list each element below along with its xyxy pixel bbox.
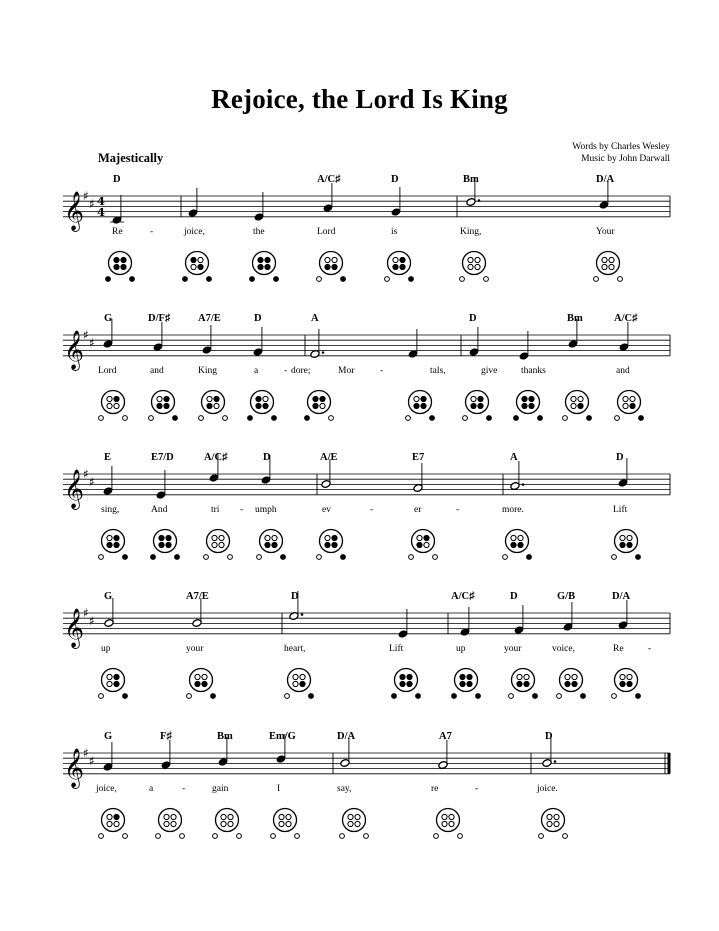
- chord-symbol: G: [104, 313, 113, 324]
- ocarina-fingering-diagram: [382, 248, 416, 284]
- chord-symbol: A7: [439, 731, 452, 742]
- ocarina-fingering-diagram: [96, 526, 130, 562]
- lyric-syllable: Lord: [98, 366, 117, 376]
- lyric-syllable: ev: [322, 505, 331, 515]
- note: [310, 329, 324, 358]
- lyric-syllable: -: [182, 784, 186, 794]
- note: [202, 325, 212, 354]
- system-5: [0, 731, 719, 877]
- chord-symbol: A: [510, 452, 518, 463]
- ocarina-fingering-diagram: [431, 805, 465, 841]
- lyric-syllable: heart,: [284, 644, 306, 654]
- lyric-syllable: up: [101, 644, 111, 654]
- note: [469, 327, 479, 356]
- key-signature-sharp: ♯: [89, 754, 95, 768]
- ocarina-fingering-diagram: [96, 665, 130, 701]
- key-signature-sharp: ♯: [89, 197, 95, 211]
- note: [276, 734, 286, 763]
- lyric-syllable: -: [240, 505, 244, 515]
- note: [261, 455, 271, 484]
- chord-symbol: D: [113, 174, 121, 185]
- time-signature-bottom: 4: [97, 205, 106, 219]
- note: [391, 187, 401, 216]
- ocarina-fingering-diagram: [96, 387, 130, 423]
- lyric-syllable: a: [254, 366, 259, 376]
- chord-symbol: A: [311, 313, 319, 324]
- credits: [572, 141, 670, 165]
- ocarina-fingering-diagram: [268, 805, 302, 841]
- ocarina-fingering-diagram: [457, 248, 491, 284]
- chord-symbol: D: [510, 591, 518, 602]
- final-bar-thick: [668, 753, 671, 774]
- ocarina-fingering-diagram: [282, 665, 316, 701]
- lyric-syllable: give: [481, 366, 498, 376]
- ocarina-fingering-diagram: [314, 526, 348, 562]
- ocarina-fingering-diagram: [591, 248, 625, 284]
- note: [153, 322, 163, 351]
- lyric-syllable: And: [151, 505, 168, 515]
- note: [161, 740, 171, 769]
- note: [568, 319, 578, 348]
- system-3: [0, 452, 719, 598]
- note: [103, 319, 113, 348]
- lyric-syllable: Your: [596, 227, 615, 237]
- ocarina-fingering-diagram: [254, 526, 288, 562]
- lyric-syllable: a: [149, 784, 154, 794]
- lyric-syllable: King,: [460, 227, 482, 237]
- time-signature-top: 4: [97, 194, 106, 208]
- lyric-syllable: Mor: [338, 366, 355, 376]
- chord-symbol: A/C♯: [317, 174, 341, 185]
- lyric-syllable: -: [475, 784, 479, 794]
- lyric-syllable: more.: [502, 505, 524, 515]
- lyric-syllable: -: [150, 227, 154, 237]
- key-signature-sharp: ♯: [83, 606, 89, 621]
- chord-symbol: Bm: [217, 731, 233, 742]
- note: [110, 195, 124, 224]
- note: [103, 466, 113, 495]
- chord-symbol: G: [104, 591, 113, 602]
- system-4: [0, 591, 719, 737]
- chord-symbol: A7/E: [198, 313, 221, 324]
- system-1: [0, 174, 719, 320]
- key-signature-sharp: ♯: [89, 614, 95, 628]
- note: [209, 453, 219, 482]
- song-title: Rejoice, the Lord Is King: [211, 84, 508, 114]
- note: [218, 737, 228, 766]
- chord-symbol: A/C♯: [614, 313, 638, 324]
- lyric-syllable: the: [253, 227, 265, 237]
- chord-symbol: F♯: [160, 731, 172, 742]
- note: [413, 463, 423, 492]
- treble-clef: 𝄞: [64, 468, 85, 509]
- words-credit: Words by Charles Wesley: [572, 142, 670, 152]
- chord-symbol: D/A: [337, 731, 356, 742]
- note: [619, 322, 629, 351]
- ocarina-fingering-diagram: [302, 387, 336, 423]
- note: [510, 461, 524, 490]
- ocarina-fingering-diagram: [560, 387, 594, 423]
- key-signature-sharp: ♯: [83, 467, 89, 482]
- ocarina-fingering-diagram: [506, 665, 540, 701]
- lyric-syllable: up: [456, 644, 466, 654]
- chord-symbol: D: [469, 313, 477, 324]
- treble-clef: 𝄞: [64, 747, 85, 788]
- note: [188, 188, 198, 217]
- lyric-syllable: -: [648, 644, 652, 654]
- lyric-syllable: tri: [211, 505, 220, 515]
- ocarina-fingering-diagram: [245, 387, 279, 423]
- note: [599, 180, 609, 209]
- lyric-syllable: Lift: [613, 505, 628, 515]
- lyric-syllable: sing,: [101, 505, 120, 515]
- key-signature-sharp: ♯: [83, 746, 89, 761]
- lyric-syllable: joice,: [184, 227, 205, 237]
- chord-symbol: G: [104, 731, 113, 742]
- lyric-syllable: joice,: [96, 784, 117, 794]
- lyric-syllable: -: [284, 366, 288, 376]
- ocarina-fingering-diagram: [146, 387, 180, 423]
- lyric-syllable: gain: [212, 784, 229, 794]
- note: [563, 602, 573, 631]
- chord-symbol: Bm: [463, 174, 479, 185]
- ocarina-fingering-diagram: [314, 248, 348, 284]
- key-signature-sharp: ♯: [89, 475, 95, 489]
- ocarina-fingering-diagram: [180, 248, 214, 284]
- chord-symbol: D: [291, 591, 299, 602]
- lyric-syllable: I: [277, 784, 281, 794]
- lyric-syllable: King: [198, 366, 217, 376]
- ocarina-fingering-diagram: [449, 665, 483, 701]
- chord-symbol: D: [391, 174, 399, 185]
- note: [323, 183, 333, 212]
- note: [460, 607, 470, 636]
- music-credit: Music by John Darwall: [581, 154, 670, 164]
- lyric-syllable: umph: [255, 505, 277, 515]
- chord-symbol: E: [104, 452, 112, 463]
- note: [466, 177, 480, 206]
- note: [103, 742, 113, 771]
- ocarina-fingering-diagram: [103, 248, 137, 284]
- lyric-syllable: re: [431, 784, 439, 794]
- lyric-syllable: voice,: [552, 644, 575, 654]
- ocarina-fingering-diagram: [511, 387, 545, 423]
- chord-symbol: A/E: [320, 452, 338, 463]
- ocarina-fingering-diagram: [184, 665, 218, 701]
- note: [438, 740, 448, 769]
- treble-clef: 𝄞: [64, 607, 85, 648]
- note: [618, 458, 628, 487]
- chord-symbol: A/C♯: [204, 452, 228, 463]
- treble-clef: 𝄞: [64, 190, 85, 231]
- lyric-syllable: dore;: [291, 366, 311, 376]
- ocarina-fingering-diagram: [247, 248, 281, 284]
- lyric-syllable: thanks: [521, 366, 546, 376]
- lyric-syllable: your: [186, 644, 204, 654]
- chord-symbol: D/F♯: [148, 313, 171, 324]
- ocarina-fingering-diagram: [403, 387, 437, 423]
- note: [253, 327, 263, 356]
- chord-symbol: Em/G: [269, 731, 296, 742]
- ocarina-fingering-diagram: [609, 665, 643, 701]
- key-signature-sharp: ♯: [83, 328, 89, 343]
- ocarina-fingering-diagram: [153, 805, 187, 841]
- lyric-syllable: er: [414, 505, 422, 515]
- lyric-syllable: Lord: [317, 227, 336, 237]
- chord-symbol: G/B: [557, 591, 576, 602]
- lyric-syllable: Lift: [389, 644, 404, 654]
- ocarina-fingering-diagram: [337, 805, 371, 841]
- lyric-syllable: your: [504, 644, 522, 654]
- key-signature-sharp: ♯: [89, 336, 95, 350]
- chord-symbol: Bm: [567, 313, 583, 324]
- ocarina-fingering-diagram: [196, 387, 230, 423]
- ocarina-fingering-diagram: [210, 805, 244, 841]
- key-signature-sharp: ♯: [83, 189, 89, 204]
- chord-symbol: A/C♯: [451, 591, 475, 602]
- chord-symbol: D: [263, 452, 271, 463]
- chord-symbol: D: [545, 731, 553, 742]
- ocarina-fingering-diagram: [406, 526, 440, 562]
- chord-symbol: A7/E: [186, 591, 209, 602]
- ocarina-fingering-diagram: [148, 526, 182, 562]
- chord-symbol: E7: [412, 452, 425, 463]
- lyric-syllable: and: [616, 366, 630, 376]
- chord-symbol: D/A: [612, 591, 631, 602]
- chord-symbol: D/A: [596, 174, 615, 185]
- ocarina-fingering-diagram: [609, 526, 643, 562]
- treble-clef: 𝄞: [64, 329, 85, 370]
- ocarina-fingering-diagram: [536, 805, 570, 841]
- system-2: [0, 313, 719, 459]
- ocarina-fingering-diagram: [500, 526, 534, 562]
- ocarina-fingering-diagram: [460, 387, 494, 423]
- lyric-syllable: -: [370, 505, 374, 515]
- ocarina-fingering-diagram: [612, 387, 646, 423]
- lyric-syllable: say,: [337, 784, 352, 794]
- chord-symbol: D: [616, 452, 624, 463]
- ocarina-fingering-diagram: [554, 665, 588, 701]
- chord-symbol: D: [254, 313, 262, 324]
- lyric-syllable: -: [456, 505, 460, 515]
- lyric-syllable: joice.: [537, 784, 558, 794]
- note: [618, 600, 628, 629]
- ocarina-fingering-diagram: [201, 526, 235, 562]
- lyric-syllable: Re: [112, 227, 123, 237]
- note: [408, 329, 418, 358]
- lyric-syllable: Re: [613, 644, 624, 654]
- note: [514, 605, 524, 634]
- lyric-syllable: tals,: [430, 366, 446, 376]
- ocarina-fingering-diagram: [389, 665, 423, 701]
- tempo-marking: Majestically: [98, 151, 164, 165]
- chord-symbol: E7/D: [151, 452, 174, 463]
- lyric-syllable: is: [391, 227, 398, 237]
- ocarina-fingering-diagram: [96, 805, 130, 841]
- lyric-syllable: -: [380, 366, 384, 376]
- lyric-syllable: and: [150, 366, 164, 376]
